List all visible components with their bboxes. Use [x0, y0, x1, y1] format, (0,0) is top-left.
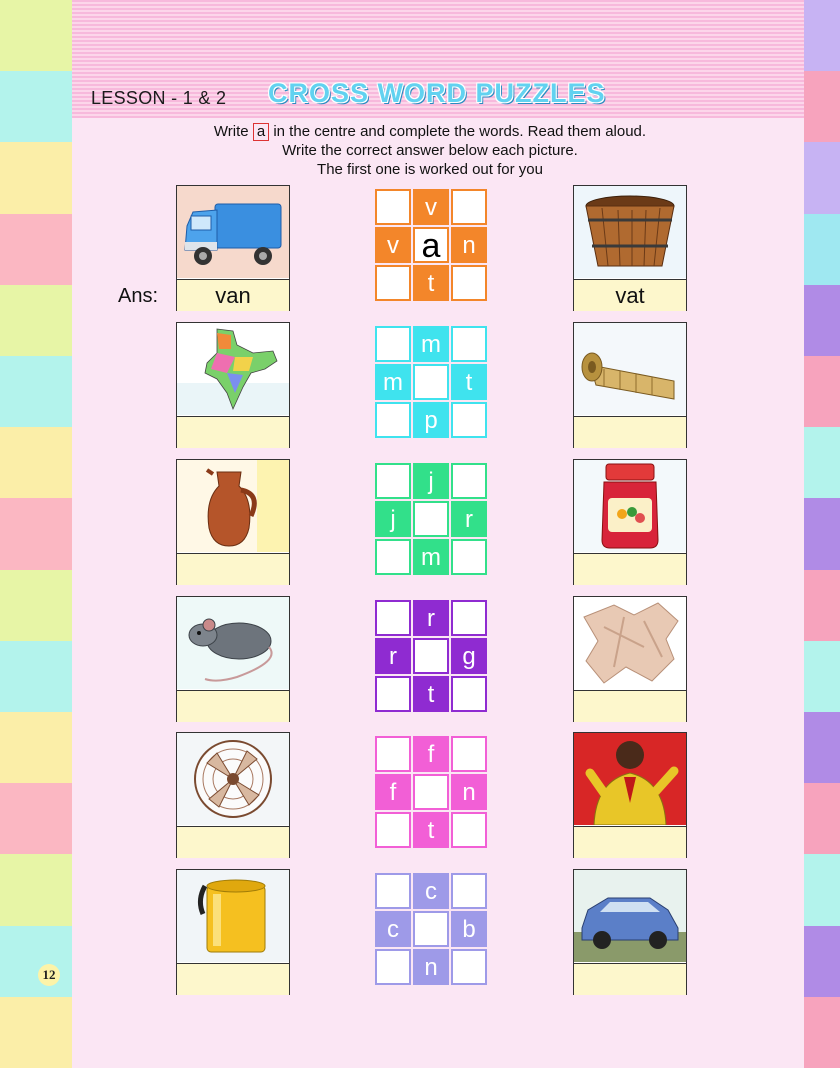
rat-image: [177, 597, 289, 689]
grid-blank-cell: [451, 539, 487, 575]
grid-center-cell[interactable]: [413, 364, 449, 400]
stripe-block: [0, 71, 72, 142]
grid-letter-left: c: [375, 911, 411, 947]
grid-letter-top: f: [413, 736, 449, 772]
crossword-grid: [375, 463, 487, 575]
picture-card: [573, 322, 687, 448]
grid-blank-cell: [451, 949, 487, 985]
stripe-block: [0, 427, 72, 498]
stripe-block: [0, 356, 72, 427]
crossword-grid: [375, 600, 487, 712]
grid-blank-cell: [451, 265, 487, 301]
right-color-stripe: [804, 0, 840, 1068]
grid-letter-left: f: [375, 774, 411, 810]
answer-box[interactable]: [177, 690, 289, 722]
stripe-block: [804, 854, 840, 925]
page-title: CROSS WORD PUZZLES: [268, 78, 606, 108]
grid-letter-bottom: n: [413, 949, 449, 985]
grid-letter-bottom: p: [413, 402, 449, 438]
grid-blank-cell: [451, 326, 487, 362]
grid-letter-left: r: [375, 638, 411, 674]
grid-blank-cell: [451, 676, 487, 712]
stripe-block: [804, 712, 840, 783]
grid-letter-right: r: [451, 501, 487, 537]
india-map-image: [177, 323, 289, 415]
crossword-grid: [375, 873, 487, 985]
grid-blank-cell: [375, 265, 411, 301]
grid-center-cell[interactable]: [413, 501, 449, 537]
jam-jar-image: [574, 460, 686, 552]
grid-blank-cell: [375, 676, 411, 712]
grid-blank-cell: [375, 539, 411, 575]
answer-box[interactable]: [574, 826, 686, 858]
van-truck-image: [177, 186, 289, 278]
picture-card: [176, 869, 290, 995]
grid-letter-top: m: [413, 326, 449, 362]
grid-blank-cell: [375, 600, 411, 636]
stripe-block: [0, 783, 72, 854]
answer-box[interactable]: [177, 963, 289, 995]
picture-card: [573, 732, 687, 858]
grid-blank-cell: [375, 736, 411, 772]
grid-blank-cell: [375, 402, 411, 438]
grid-center-cell[interactable]: [413, 774, 449, 810]
stripe-block: [804, 926, 840, 997]
stripe-block: [804, 498, 840, 569]
left-color-stripe: [0, 0, 72, 1068]
wooden-vat-image: [574, 186, 686, 278]
picture-card: [573, 459, 687, 585]
cloth-rag-image: [574, 597, 686, 689]
answer-box[interactable]: [574, 690, 686, 722]
answer-label: Ans:: [118, 285, 159, 307]
stripe-block: [804, 570, 840, 641]
stripe-block: [0, 854, 72, 925]
grid-center-cell[interactable]: a: [413, 227, 449, 263]
stripe-block: [0, 142, 72, 213]
instruction-text: in the centre and complete the words. Read them aloud.: [273, 123, 647, 140]
stripe-block: [804, 142, 840, 213]
stripe-block: [0, 997, 72, 1068]
grid-blank-cell: [451, 402, 487, 438]
crossword-grid: [375, 326, 487, 438]
grid-letter-left: m: [375, 364, 411, 400]
answer-box[interactable]: [574, 416, 686, 448]
picture-card: [176, 732, 290, 858]
stripe-block: [804, 641, 840, 712]
crossword-grid: [375, 189, 487, 301]
grid-blank-cell: [375, 812, 411, 848]
grid-letter-top: r: [413, 600, 449, 636]
answer-box[interactable]: [177, 826, 289, 858]
can-image: [177, 870, 289, 962]
grid-letter-right: t: [451, 364, 487, 400]
grid-blank-cell: [375, 326, 411, 362]
answer-box[interactable]: [574, 553, 686, 585]
grid-letter-bottom: t: [413, 265, 449, 301]
picture-card: [573, 185, 687, 311]
stripe-block: [804, 997, 840, 1068]
grid-letter-top: j: [413, 463, 449, 499]
rolled-mat-image: [574, 323, 686, 415]
stripe-block: [0, 641, 72, 712]
fat-man-image: [574, 733, 686, 825]
stripe-block: [804, 214, 840, 285]
page-number: 12: [38, 964, 60, 986]
grid-blank-cell: [451, 463, 487, 499]
answer-box[interactable]: van: [177, 279, 289, 311]
stripe-block: [0, 712, 72, 783]
clay-jar-image: [177, 460, 289, 552]
stripe-block: [804, 427, 840, 498]
picture-card: [176, 459, 290, 585]
grid-letter-bottom: m: [413, 539, 449, 575]
grid-blank-cell: [451, 873, 487, 909]
grid-letter-top: v: [413, 189, 449, 225]
stripe-block: [804, 285, 840, 356]
stripe-block: [804, 356, 840, 427]
answer-box[interactable]: [177, 553, 289, 585]
stripe-block: [804, 71, 840, 142]
stripe-block: [0, 285, 72, 356]
grid-center-cell[interactable]: [413, 911, 449, 947]
answer-box[interactable]: [574, 963, 686, 995]
instruction-line-2: Write the correct answer below each picture.: [282, 142, 578, 159]
grid-letter-top: c: [413, 873, 449, 909]
grid-letter-bottom: t: [413, 812, 449, 848]
grid-letter-right: g: [451, 638, 487, 674]
lesson-label: LESSON - 1 & 2: [91, 88, 227, 108]
cab-car-image: [574, 870, 686, 962]
picture-card: [176, 596, 290, 722]
picture-card: [176, 185, 290, 311]
grid-blank-cell: [451, 189, 487, 225]
picture-card: [176, 322, 290, 448]
grid-letter-bottom: t: [413, 676, 449, 712]
grid-blank-cell: [451, 736, 487, 772]
grid-center-cell[interactable]: [413, 638, 449, 674]
grid-blank-cell: [375, 873, 411, 909]
instruction-text: Write: [213, 123, 249, 140]
instruction-line-3: The first one is worked out for you: [317, 161, 543, 178]
picture-card: [573, 596, 687, 722]
grid-letter-right: b: [451, 911, 487, 947]
stripe-block: [0, 0, 72, 71]
stripe-block: [0, 926, 72, 997]
answer-box[interactable]: vat: [574, 279, 686, 311]
grid-blank-cell: [375, 949, 411, 985]
grid-blank-cell: [451, 812, 487, 848]
stripe-block: [804, 0, 840, 71]
grid-letter-left: v: [375, 227, 411, 263]
fan-image: [177, 733, 289, 825]
grid-blank-cell: [451, 600, 487, 636]
instruction-line-1: [120, 123, 740, 141]
center-letter-hint: a: [253, 123, 269, 141]
stripe-block: [0, 570, 72, 641]
grid-letter-right: n: [451, 774, 487, 810]
stripe-block: [0, 498, 72, 569]
answer-box[interactable]: [177, 416, 289, 448]
stripe-block: [804, 783, 840, 854]
grid-blank-cell: [375, 189, 411, 225]
picture-card: [573, 869, 687, 995]
stripe-block: [0, 214, 72, 285]
crossword-grid: [375, 736, 487, 848]
grid-letter-right: n: [451, 227, 487, 263]
grid-blank-cell: [375, 463, 411, 499]
grid-letter-left: j: [375, 501, 411, 537]
